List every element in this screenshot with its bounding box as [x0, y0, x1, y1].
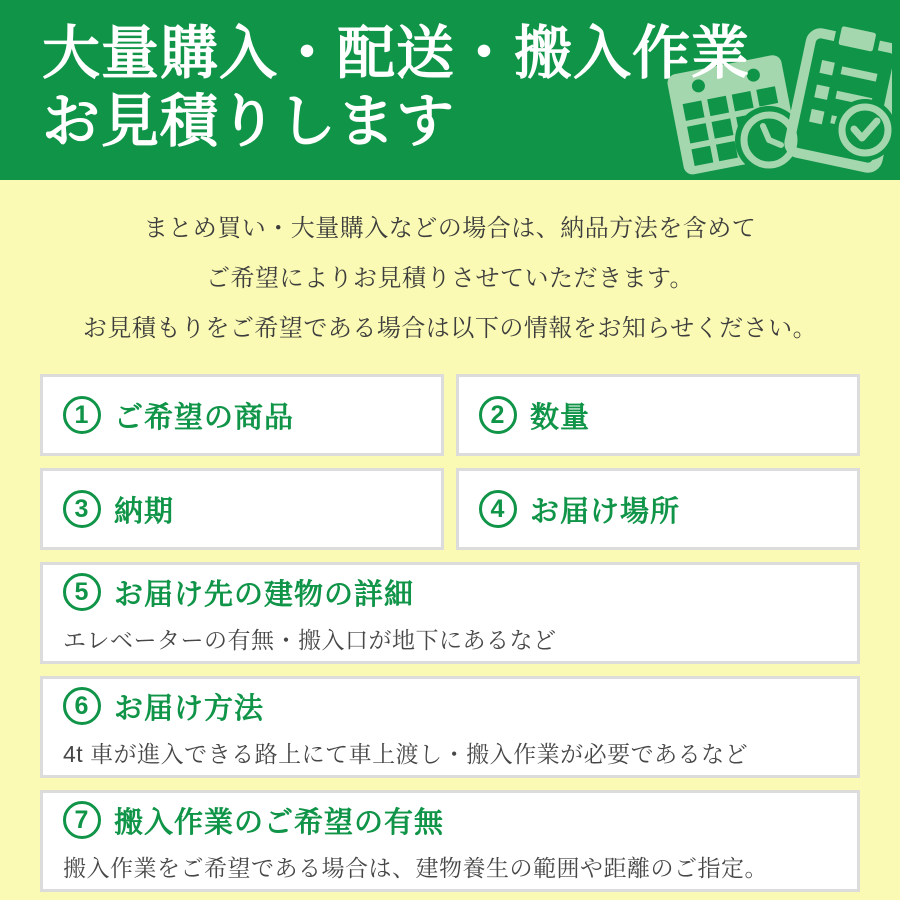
- number-badge: 5: [63, 573, 101, 611]
- page-title-line1: 大量購入・配送・搬入作業: [42, 21, 751, 86]
- page-title: [42, 20, 750, 156]
- item-title: [63, 686, 837, 727]
- intro-line1: まとめ買い・大量購入などの場合は、納品方法を含めて: [143, 215, 757, 242]
- item-note: エレベーターの有無・搬入口が地下にあるなど: [63, 626, 557, 653]
- item-note: 4t 車が進入できる路上にて車上渡し・搬入作業が必要であるなど: [63, 740, 749, 767]
- item-box-quantity: [456, 374, 860, 456]
- item-title: [479, 489, 680, 530]
- box-row-2: [40, 468, 860, 550]
- number-badge: 2: [479, 396, 517, 434]
- item-title: [63, 395, 294, 436]
- item-box-delivery-method: [40, 676, 860, 778]
- item-title-label: ご希望の商品: [114, 401, 295, 434]
- item-title-label: 納期: [114, 495, 175, 528]
- info-boxes: [40, 374, 860, 892]
- number-badge: 4: [479, 490, 517, 528]
- check-circle-icon: [834, 99, 892, 161]
- number-badge: 1: [63, 396, 101, 434]
- item-box-building-details: [40, 562, 860, 664]
- intro-text: [0, 180, 900, 354]
- item-title-label: お届け場所: [530, 495, 681, 528]
- intro-line3: お見積もりをご希望である場合は以下の情報をお知らせください。: [82, 315, 818, 342]
- item-note: 搬入作業をご希望である場合は、建物養生の範囲や距離のご指定。: [63, 854, 768, 881]
- item-box-delivery-place: [456, 468, 860, 550]
- item-title-label: 搬入作業のご希望の有無: [114, 806, 445, 839]
- item-box-desired-product: [40, 374, 444, 456]
- item-title: [63, 489, 174, 530]
- number-badge: 7: [63, 801, 101, 839]
- item-title-label: お届け方法: [114, 692, 265, 725]
- item-title: [63, 572, 837, 613]
- item-title: [479, 395, 590, 436]
- item-box-delivery-date: [40, 468, 444, 550]
- item-box-carry-in-request: [40, 790, 860, 892]
- box-row-1: [40, 374, 860, 456]
- number-badge: 6: [63, 687, 101, 725]
- item-title-label: 数量: [530, 401, 591, 434]
- item-title: [63, 800, 837, 841]
- page-title-line2: お見積りします: [42, 89, 456, 154]
- item-title-label: お届け先の建物の詳細: [114, 578, 415, 611]
- intro-line2: ご希望によりお見積りさせていただきます。: [205, 265, 695, 292]
- header-banner: [0, 0, 900, 180]
- number-badge: 3: [63, 490, 101, 528]
